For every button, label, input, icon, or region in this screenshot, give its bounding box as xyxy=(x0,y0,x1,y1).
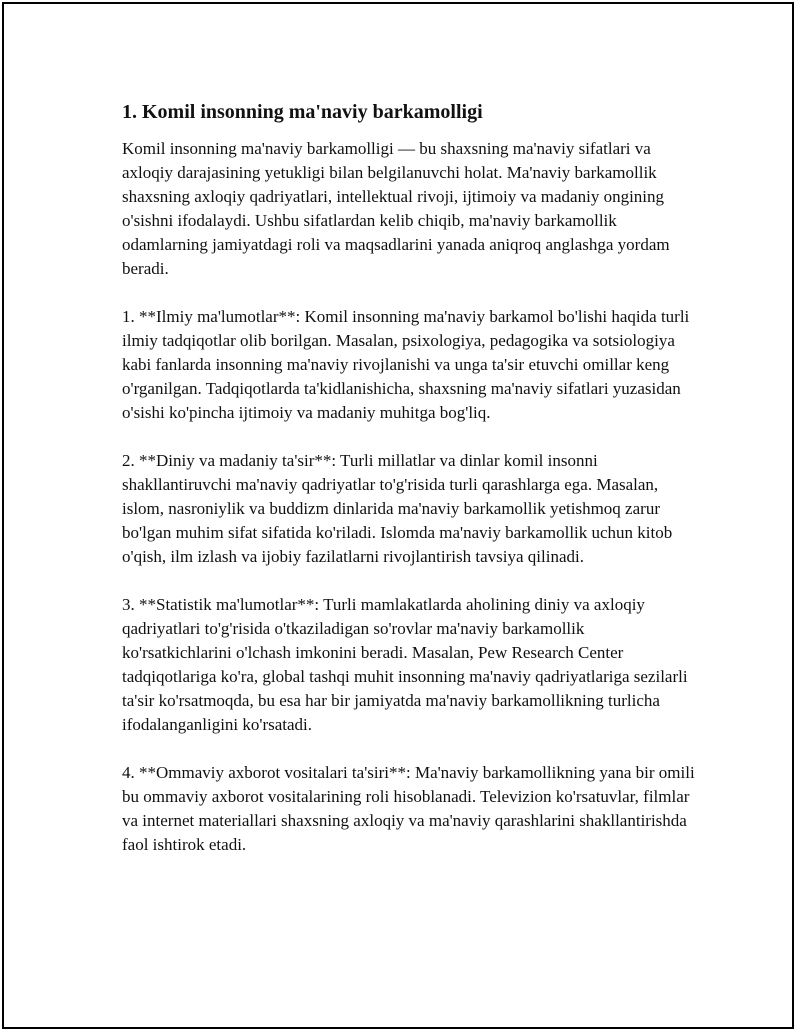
intro-paragraph: Komil insonning ma'naviy barkamolligi — bu shaxsning ma'naviy sifatlari va axloqiy darajasining yetukligi bilan belgilanuvchi holat. Ma'naviy barkamollik shaxsning axloqiy qadriyatlari, intellektual rivoji, ijtimoiy va madaniy ongining o'sishni ifodalaydi. Ushbu sifatlardan kelib chiqib, ma'naviy barkamollik odamlarning jamiyatdagi roli va maqsadlarini yanada aniqroq anglashga yordam beradi. xyxy=(122,139,670,278)
paragraph-scientific-data: 1. **Ilmiy ma'lumotlar**: Komil insonning ma'naviy barkamol bo'lishi haqida turli ilmiy tadqiqotlar olib borilgan. Masalan, psixologiya, pedagogika va sotsiologiya kabi fanlarda insonning ma'naviy rivojlanishi va unga ta'sir etuvchi omillar keng o'rganilgan. Tadqiqotlarda ta'kidlanishicha, shaxsning ma'naviy sifatlari yuzasidan o'sishi ko'pincha ijtimoiy va madaniy muhitga bog'liq. xyxy=(122,307,690,422)
paragraph-statistical-data: 3. **Statistik ma'lumotlar**: Turli mamlakatlarda aholining diniy va axloqiy qadriyatlari to'g'risida o'tkaziladigan so'rovlar ma'naviy barkamollik ko'rsatkichlarini o'lchash imkonini beradi. Masalan, Pew Research Center tadqiqotlariga ko'ra, global tashqi muhit insonning ma'naviy qadriyatlariga sezilarli ta'sir ko'rsatmoqda, bu esa har bir jamiyatda ma'naviy barkamollikning turlicha ifodalanganligini ko'rsatadi. xyxy=(122,595,688,734)
document-body xyxy=(122,98,698,881)
page-frame xyxy=(2,2,794,1029)
section-title: 1. Komil insonning ma'naviy barkamolligi xyxy=(122,101,483,123)
paragraph-religious-cultural-influence: 2. **Diniy va madaniy ta'sir**: Turli millatlar va dinlar komil insonni shakllantiruvchi ma'naviy qadriyatlar to'g'risida turli qarashlarga ega. Masalan, islom, nasroniylik va buddizm dinlarida ma'naviy barkamollik yetishmoq zarur bo'lgan muhim sifat sifatida ko'riladi. Islomda ma'naviy barkamollik uchun kitob o'qish, ilm izlash va ijobiy fazilatlarni rivojlantirish tavsiya qilinadi. xyxy=(122,451,673,566)
paragraph-mass-media-influence: 4. **Ommaviy axborot vositalari ta'siri**: Ma'naviy barkamollikning yana bir omili bu ommaviy axborot vositalarining roli hisoblanadi. Televizion ko'rsatuvlar, filmlar va internet materiallari shaxsning axloqiy va ma'naviy qarashlarini shakllantirishda faol ishtirok etadi. xyxy=(122,763,695,854)
